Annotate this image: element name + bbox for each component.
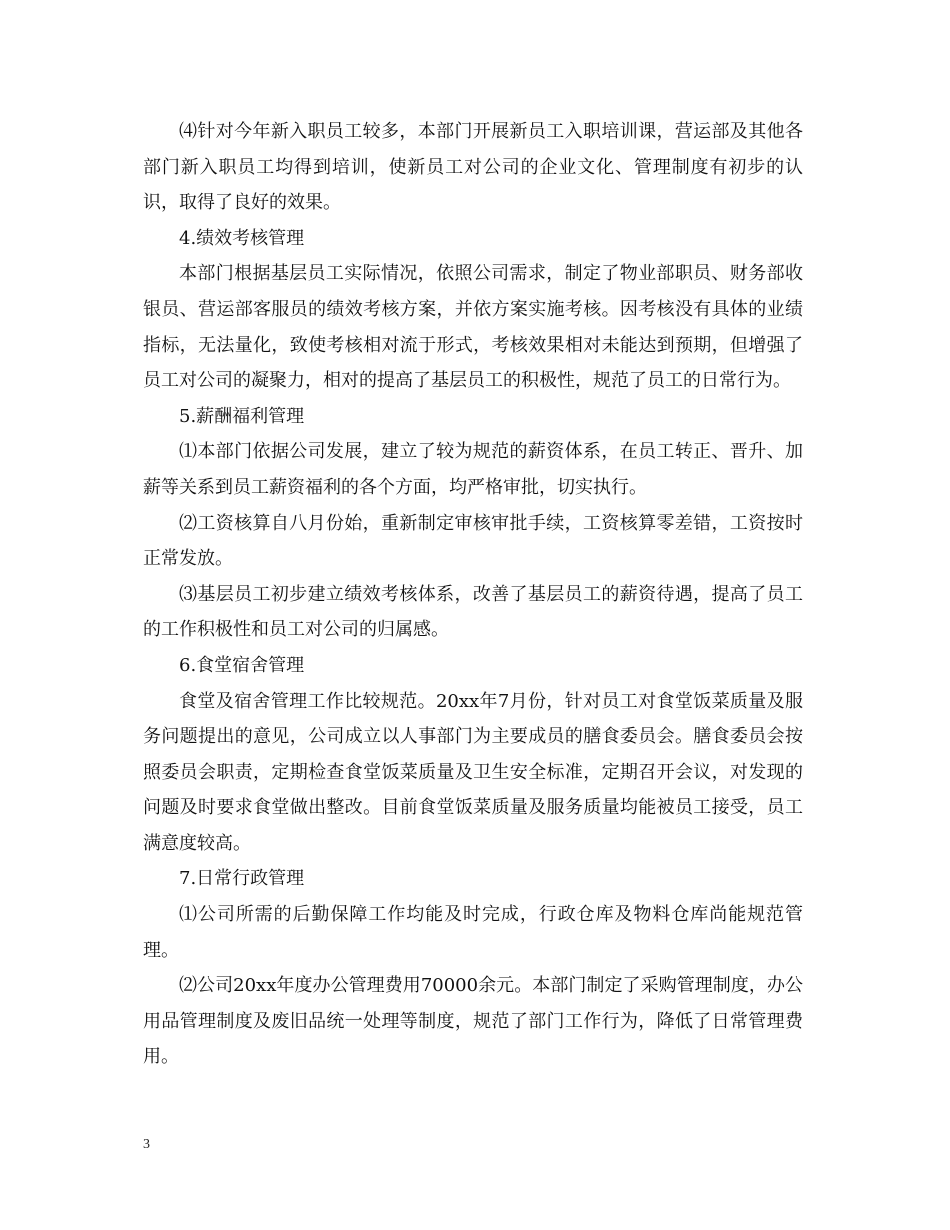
section-heading-performance: 4.绩效考核管理 xyxy=(179,227,305,249)
page-number: 3 xyxy=(143,1137,150,1152)
section-heading-canteen: 6.食堂宿舍管理 xyxy=(179,654,305,676)
paragraph-performance: 本部门根据基层员工实际情况，依照公司需求，制定了物业部职员、财务部收银员、营运部客服员的绩效考核方案，并依方案实施考核。因考核没有具体的业绩指标，无法量化，致使考核相对流于形式，考核效果相对未能达到预期，但增强了员工对公司的凝聚力，相对的提高了基层员工的积极性，规范了员工的日常行为。 xyxy=(143,263,803,392)
paragraph-canteen: 食堂及宿舍管理工作比较规范。20xx年7月份，针对员工对食堂饭菜质量及服务问题提出的意见，公司成立以人事部门为主要成员的膳食委员会。膳食委员会按照委员会职责，定期检查食堂饭菜质量及卫生安全标准，定期召开会议，对发现的问题及时要求食堂做出整改。目前食堂饭菜质量及服务质量均能被员工接受，员工满意度较高。 xyxy=(143,690,803,854)
paragraph-compensation-2: ⑵工资核算自八月份始，重新制定审核审批手续，工资核算零差错，工资按时正常发放。 xyxy=(143,512,803,570)
document-body xyxy=(143,114,803,1075)
section-heading-compensation: 5.薪酬福利管理 xyxy=(179,405,305,427)
paragraph-admin-1: ⑴公司所需的后勤保障工作均能及时完成，行政仓库及物料仓库尚能规范管理。 xyxy=(143,904,803,961)
section-heading-admin: 7.日常行政管理 xyxy=(179,868,305,890)
paragraph-compensation-3: ⑶基层员工初步建立绩效考核体系，改善了基层员工的薪资待遇，提高了员工的工作积极性和员工对公司的归属感。 xyxy=(143,583,803,641)
paragraph-admin-2: ⑵公司20xx年度办公管理费用70000余元。本部门制定了采购管理制度，办公用品管理制度及废旧品统一处理等制度，规范了部门工作行为，降低了日常管理费用。 xyxy=(143,975,803,1068)
paragraph-training-result: ⑷针对今年新入职员工较多，本部门开展新员工入职培训课，营运部及其他各部门新入职员工均得到培训，使新员工对公司的企业文化、管理制度有初步的认识，取得了良好的效果。 xyxy=(143,121,803,214)
paragraph-compensation-1: ⑴本部门依据公司发展，建立了较为规范的薪资体系，在员工转正、晋升、加薪等关系到员工薪资福利的各个方面，均严格审批，切实执行。 xyxy=(143,441,803,498)
